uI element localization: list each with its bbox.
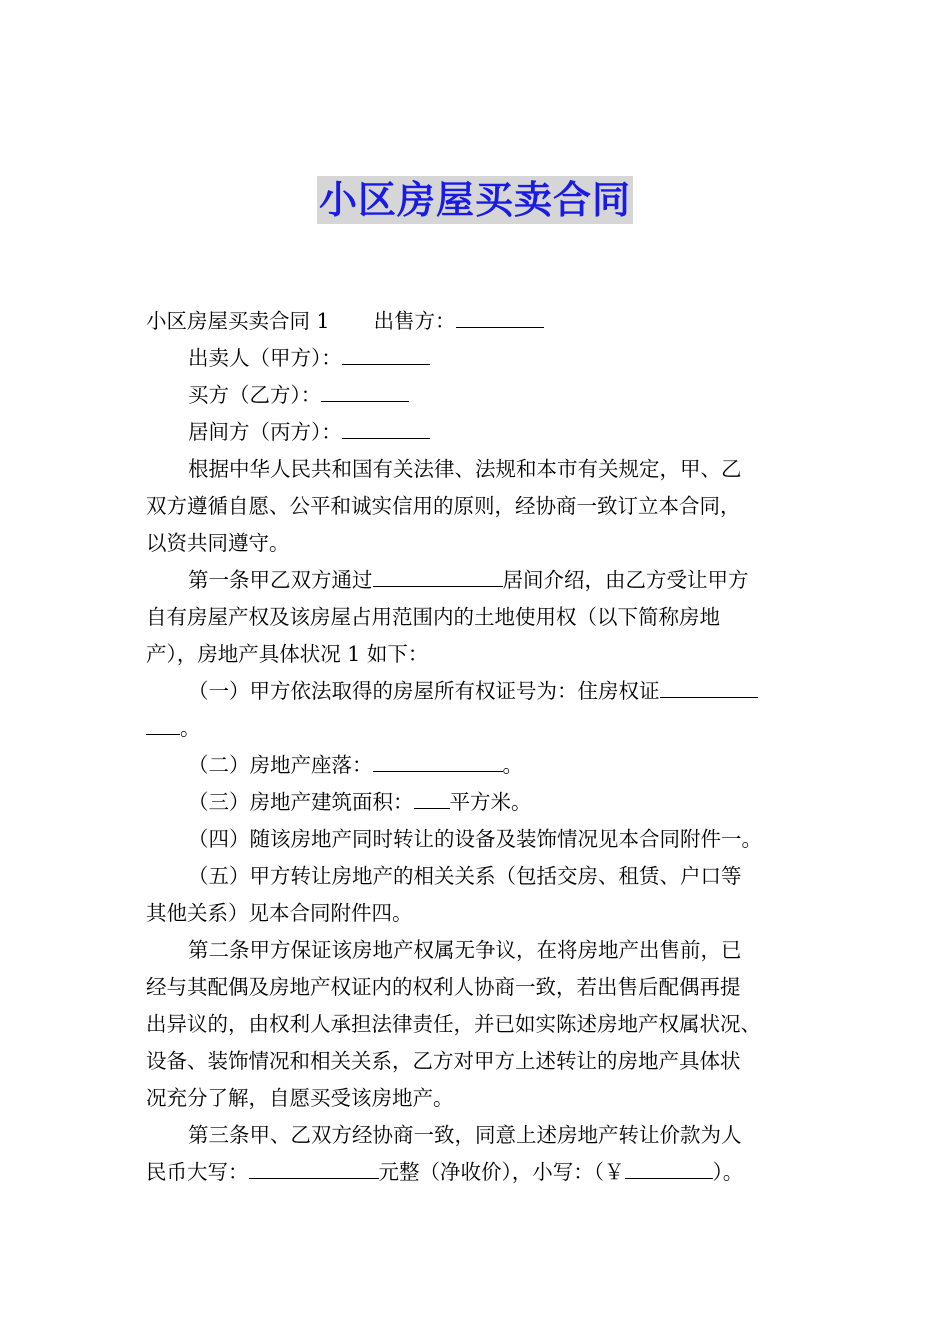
contract-subtitle: 小区房屋买卖合同 1 [146, 309, 330, 333]
article-3-line-1: 第三条甲、乙双方经协商一致，同意上述房地产转让价款为人 [188, 1123, 742, 1147]
item-1-line-1 [146, 673, 818, 710]
party-c-line [146, 414, 818, 451]
article-1-text-a: 第一条甲乙双方通过 [188, 568, 373, 592]
article-1-line-3: 产），房地产具体状况 1 如下： [146, 642, 429, 666]
price-figure-blank[interactable] [625, 1156, 713, 1179]
seller-label: 出售方： [373, 309, 456, 333]
item-5-line-1: （五）甲方转让房地产的相关关系（包括交房、租赁、户口等 [188, 864, 742, 888]
party-b-blank[interactable] [321, 379, 409, 402]
article-2-line-2: 经与其配偶及房地产权证内的权利人协商一致，若出售后配偶再提 [146, 975, 741, 999]
preamble-line-1: 根据中华人民共和国有关法律、法规和本市有关规定，甲、乙 [188, 457, 742, 481]
certificate-number-blank[interactable] [660, 675, 758, 698]
item-3-text: （三）房地产建筑面积： [188, 790, 414, 814]
article-1-line-1 [146, 562, 818, 599]
price-words-blank[interactable] [249, 1156, 379, 1179]
title-container [0, 176, 950, 224]
intermediary-blank[interactable] [373, 564, 503, 587]
item-1-end: 。 [180, 716, 201, 740]
article-3-line-2 [146, 1154, 818, 1191]
party-c-label: 居间方（丙方）： [188, 420, 342, 444]
article-1-line-2: 自有房屋产权及该房屋占用范围内的土地使用权（以下简称房地 [146, 605, 720, 629]
parties-line-seller [146, 303, 818, 340]
preamble-line-3: 以资共同遵守。 [146, 531, 290, 555]
article-2-line-1: 第二条甲方保证该房地产权属无争议，在将房地产出售前，已 [188, 938, 742, 962]
article-1-text-b: 居间介绍，由乙方受让甲方 [502, 568, 749, 592]
document-body [146, 303, 818, 1191]
location-blank[interactable] [373, 749, 503, 772]
item-3-end: 平方米。 [449, 790, 532, 814]
article-2-line-3: 出异议的，由权利人承担法律责任，并已如实陈述房地产权属状况、 [146, 1012, 761, 1036]
area-blank[interactable] [414, 786, 450, 809]
item-5-line-2: 其他关系）见本合同附件四。 [146, 901, 413, 925]
price-end: ）。 [712, 1160, 744, 1184]
document-title: 小区房屋买卖合同 [318, 178, 631, 222]
party-c-blank[interactable] [342, 416, 430, 439]
article-2-line-4: 设备、装饰情况和相关关系，乙方对甲方上述转让的房地产具体状 [146, 1049, 741, 1073]
price-words-label: 民币大写： [146, 1160, 249, 1184]
party-a-line [146, 340, 818, 377]
preamble-line-2: 双方遵循自愿、公平和诚实信用的原则，经协商一致订立本合同， [146, 494, 741, 518]
item-1-text: （一）甲方依法取得的房屋所有权证号为：住房权证 [188, 679, 660, 703]
price-figure-label: 元整（净收价），小写：（￥ [378, 1160, 625, 1184]
item-2-text: （二）房地产座落： [188, 753, 373, 777]
item-2-end: 。 [502, 753, 523, 777]
party-a-label: 出卖人（甲方）： [188, 346, 342, 370]
item-4-line: （四）随该房地产同时转让的设备及装饰情况见本合同附件一。 [188, 827, 762, 851]
item-3-line [146, 784, 818, 821]
seller-blank[interactable] [456, 305, 544, 328]
party-b-label: 买方（乙方）： [188, 383, 322, 407]
article-2-line-5: 况充分了解，自愿买受该房地产。 [146, 1086, 454, 1110]
party-a-blank[interactable] [342, 342, 430, 365]
item-2-line [146, 747, 818, 784]
item-1-line-2 [146, 710, 818, 747]
certificate-number-blank-cont[interactable] [146, 712, 180, 735]
party-b-line [146, 377, 818, 414]
